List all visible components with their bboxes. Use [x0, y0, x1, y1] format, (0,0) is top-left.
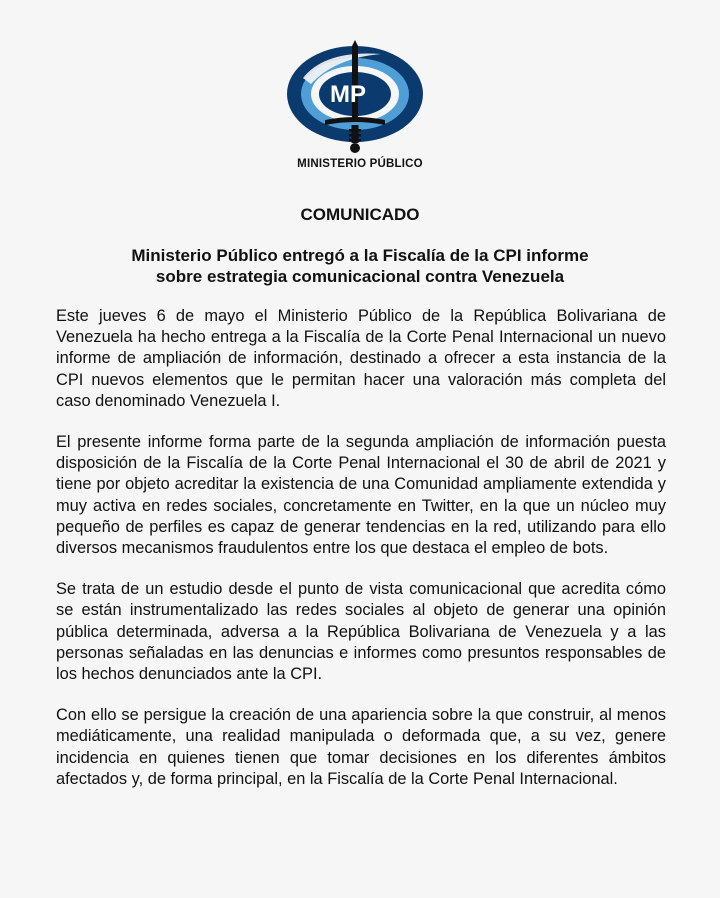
paragraph-4: Con ello se persigue la creación de una apariencia sobre la que construir, al menos mediáticamente, una realidad manipulada o deformada que, a su vez, genere incidencia en quienes tienen que tomar decisiones en los diferentes ámbitos afectados y, de forma principal, en la Fiscalía de la Corte Penal Internacional.: [56, 706, 666, 788]
logo-letters: MP: [330, 81, 366, 108]
headline-line-1: Ministerio Público entregó a la Fiscalía de la CPI informe: [131, 246, 589, 265]
sword-emblem-icon: [285, 38, 435, 163]
body-text: [56, 306, 666, 810]
ministerio-publico-logo: [0, 38, 720, 178]
paragraph-2: El presente informe forma parte de la segunda ampliación de información puesta disposición de la Fiscalía de la Corte Penal Internacional el 30 de abril de 2021 y tiene por objeto acreditar la existencia de una Comunidad ampliamente extendida y muy activa en redes sociales, concretamente en Twitter, en la que un núcleo muy pequeño de perfiles es capaz de generar tendencias en la red, utilizando para ello diversos mecanismos fraudulentos entre los que destaca el empleo de bots.: [56, 433, 666, 558]
paragraph-1: Este jueves 6 de mayo el Ministerio Público de la República Bolivariana de Venezuela ha hecho entrega a la Fiscalía de la Corte Penal Internacional un nuevo informe de ampliación de información, destinado a ofrecer a esta instancia de la CPI nuevos elementos que le permitan hacer una valoración más completa del caso denominado Venezuela I.: [56, 307, 666, 410]
paragraph-3: Se trata de un estudio desde el punto de vista comunicacional que acredita cómo se están instrumentalizado las redes sociales al objeto de generar una opinión pública determinada, adversa a la República Bolivariana de Venezuela y a las personas señaladas en las denuncias e informes como presuntos responsables de los hechos denunciados ante la CPI.: [56, 580, 666, 684]
organization-name: MINISTERIO PÚBLICO: [297, 158, 423, 170]
headline: [80, 245, 640, 287]
headline-line-2: sobre estrategia comunicacional contra Venezuela: [155, 267, 565, 286]
document-type-title: COMUNICADO: [300, 205, 420, 224]
